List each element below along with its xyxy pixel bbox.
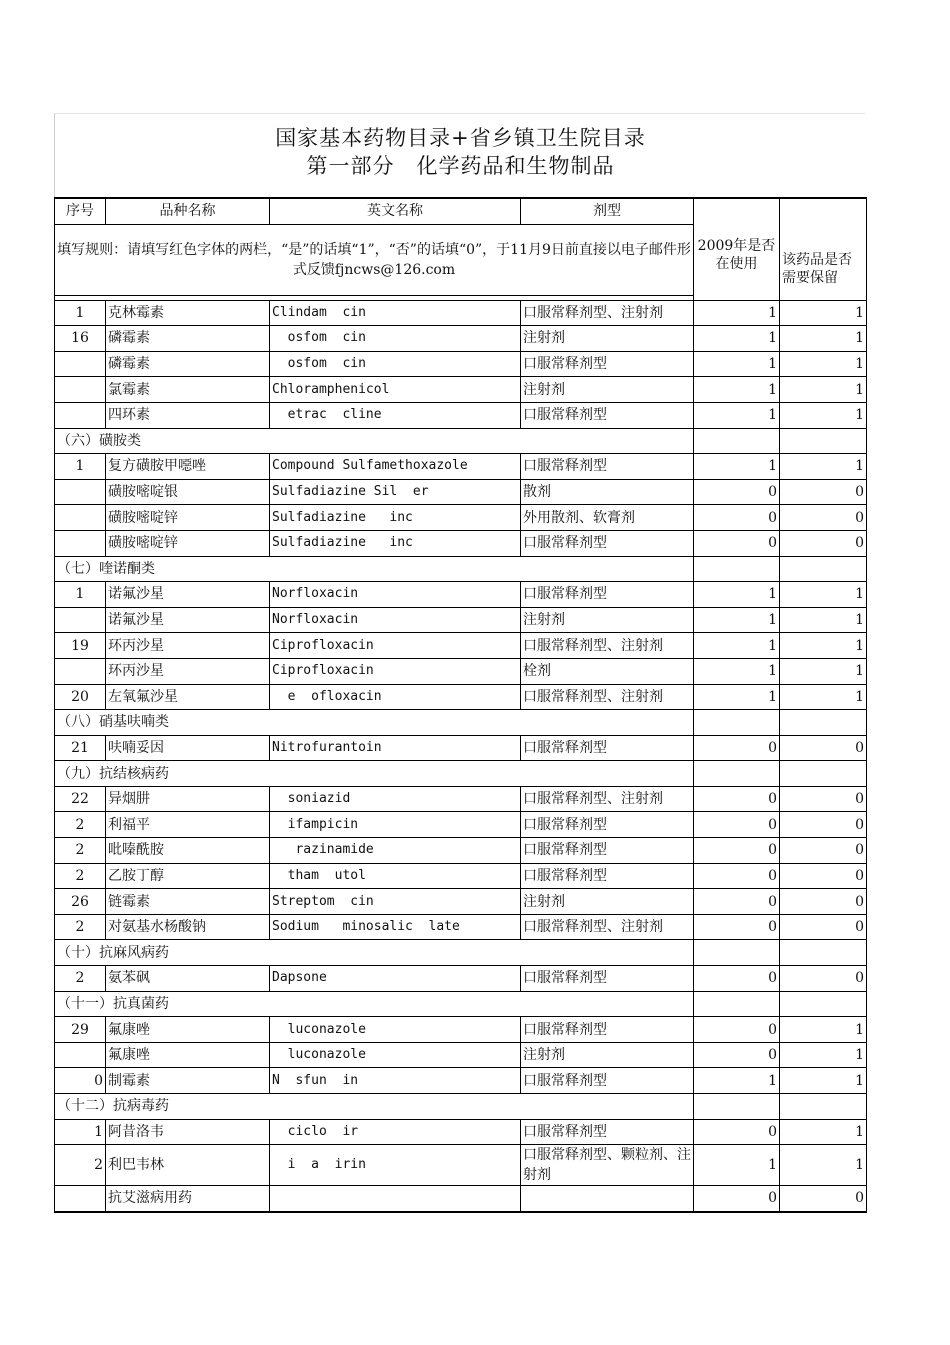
dosage-form-cell: 口服常释剂型 xyxy=(521,735,694,761)
used-2009-cell: 1 xyxy=(694,633,780,659)
used-2009-cell: 1 xyxy=(694,607,780,633)
used-2009-cell: 1 xyxy=(694,454,780,480)
keep-cell: 1 xyxy=(780,402,867,428)
drug-name-cell: 制霉素 xyxy=(106,1068,270,1094)
drug-row xyxy=(55,1119,867,1145)
drug-name-cell: 氯霉素 xyxy=(106,377,270,403)
dosage-form-cell: 口服常释剂型、注射剂 xyxy=(521,914,694,940)
header-seq: 序号 xyxy=(55,198,106,224)
category-row xyxy=(55,710,867,736)
drug-name-cell: 抗艾滋病用药 xyxy=(106,1186,270,1212)
used-2009-cell xyxy=(694,761,780,787)
used-2009-cell xyxy=(694,710,780,736)
drug-row xyxy=(55,1017,867,1043)
used-2009-cell: 1 xyxy=(694,351,780,377)
drug-row xyxy=(55,326,867,352)
used-2009-cell: 0 xyxy=(694,1119,780,1145)
english-name-cell: Sulfadiazine Sil er xyxy=(270,479,521,505)
drug-row xyxy=(55,1145,867,1186)
category-label: （九）抗结核病药 xyxy=(55,761,694,787)
dosage-form-cell: 口服常释剂型、颗粒剂、注射剂 xyxy=(521,1145,694,1186)
seq-cell: 1 xyxy=(55,300,106,326)
seq-cell: 1 xyxy=(55,1119,106,1145)
english-name-cell: Ciprofloxacin xyxy=(270,658,521,684)
seq-cell xyxy=(55,530,106,556)
used-2009-cell: 1 xyxy=(694,1145,780,1186)
drug-row xyxy=(55,454,867,480)
dosage-form-cell: 口服常释剂型 xyxy=(521,1068,694,1094)
keep-cell xyxy=(780,710,867,736)
seq-cell xyxy=(55,1186,106,1212)
keep-cell: 1 xyxy=(780,582,867,608)
seq-cell: 21 xyxy=(55,735,106,761)
english-name-cell: Nitrofurantoin xyxy=(270,735,521,761)
keep-cell xyxy=(780,1094,867,1120)
keep-cell: 0 xyxy=(780,1186,867,1212)
english-name-cell: N sfun in xyxy=(270,1068,521,1094)
dosage-form-cell: 口服常释剂型 xyxy=(521,863,694,889)
category-label: （十一）抗真菌药 xyxy=(55,991,694,1017)
fill-rule-text: 填写规则：请填写红色字体的两栏，“是”的话填“1”，“否”的话填“0”，于11月9日前直接以电子邮件形式反馈fjncws@126.com xyxy=(55,224,694,295)
drug-name-cell: 克林霉素 xyxy=(106,300,270,326)
used-2009-cell: 0 xyxy=(694,786,780,812)
header-english: 英文名称 xyxy=(270,198,521,224)
header-row xyxy=(55,198,867,224)
used-2009-cell: 0 xyxy=(694,889,780,915)
drug-name-cell: 呋喃妥因 xyxy=(106,735,270,761)
drug-row xyxy=(55,966,867,992)
seq-cell: 2 xyxy=(55,812,106,838)
drug-name-cell: 磺胺嘧啶银 xyxy=(106,479,270,505)
drug-row xyxy=(55,812,867,838)
used-2009-cell: 0 xyxy=(694,530,780,556)
dosage-form-cell: 口服常释剂型 xyxy=(521,454,694,480)
drug-name-cell: 环丙沙星 xyxy=(106,633,270,659)
seq-cell: 0 xyxy=(55,1068,106,1094)
drug-row xyxy=(55,838,867,864)
keep-cell xyxy=(780,761,867,787)
seq-cell: 19 xyxy=(55,633,106,659)
english-name-cell: razinamide xyxy=(270,838,521,864)
dosage-form-cell: 口服常释剂型 xyxy=(521,402,694,428)
keep-cell: 1 xyxy=(780,633,867,659)
drug-name-cell: 链霉素 xyxy=(106,889,270,915)
english-name-cell: soniazid xyxy=(270,786,521,812)
keep-cell: 1 xyxy=(780,658,867,684)
keep-cell: 0 xyxy=(780,966,867,992)
keep-cell xyxy=(780,991,867,1017)
drug-table xyxy=(54,197,867,1213)
used-2009-cell: 1 xyxy=(694,326,780,352)
drug-row xyxy=(55,300,867,326)
english-name-cell: luconazole xyxy=(270,1042,521,1068)
seq-cell xyxy=(55,505,106,531)
dosage-form-cell: 注射剂 xyxy=(521,377,694,403)
used-2009-cell: 0 xyxy=(694,1042,780,1068)
drug-name-cell: 氨苯砜 xyxy=(106,966,270,992)
english-name-cell: Norfloxacin xyxy=(270,607,521,633)
seq-cell xyxy=(55,607,106,633)
dosage-form-cell: 口服常释剂型 xyxy=(521,838,694,864)
dosage-form-cell: 注射剂 xyxy=(521,607,694,633)
seq-cell xyxy=(55,658,106,684)
category-row xyxy=(55,428,867,454)
seq-cell: 2 xyxy=(55,966,106,992)
dosage-form-cell: 口服常释剂型 xyxy=(521,1119,694,1145)
keep-cell: 1 xyxy=(780,351,867,377)
category-row xyxy=(55,1094,867,1120)
english-name-cell: Sodium minosalic late xyxy=(270,914,521,940)
drug-name-cell: 磷霉素 xyxy=(106,351,270,377)
drug-name-cell: 磺胺嘧啶锌 xyxy=(106,505,270,531)
keep-cell: 0 xyxy=(780,530,867,556)
dosage-form-cell: 口服常释剂型 xyxy=(521,530,694,556)
drug-name-cell: 左氧氟沙星 xyxy=(106,684,270,710)
category-label: （七）喹诺酮类 xyxy=(55,556,694,582)
category-label: （十）抗麻风病药 xyxy=(55,940,694,966)
drug-name-cell: 诺氟沙星 xyxy=(106,607,270,633)
used-2009-cell: 1 xyxy=(694,402,780,428)
keep-cell: 1 xyxy=(780,1017,867,1043)
dosage-form-cell: 口服常释剂型、注射剂 xyxy=(521,684,694,710)
used-2009-cell: 0 xyxy=(694,914,780,940)
drug-name-cell: 利福平 xyxy=(106,812,270,838)
seq-cell: 1 xyxy=(55,454,106,480)
keep-cell: 0 xyxy=(780,838,867,864)
english-name-cell xyxy=(270,1186,521,1212)
seq-cell: 2 xyxy=(55,914,106,940)
drug-name-cell: 四环素 xyxy=(106,402,270,428)
used-2009-cell: 1 xyxy=(694,684,780,710)
drug-name-cell: 氟康唑 xyxy=(106,1017,270,1043)
keep-cell: 1 xyxy=(780,300,867,326)
drug-row xyxy=(55,479,867,505)
used-2009-cell: 0 xyxy=(694,479,780,505)
keep-cell: 0 xyxy=(780,479,867,505)
seq-cell xyxy=(55,402,106,428)
drug-row xyxy=(55,1042,867,1068)
document-subtitle: 第一部分 化学药品和生物制品 xyxy=(306,154,615,178)
drug-name-cell: 对氨基水杨酸钠 xyxy=(106,914,270,940)
used-2009-cell: 0 xyxy=(694,505,780,531)
used-2009-cell: 1 xyxy=(694,377,780,403)
used-2009-cell xyxy=(694,428,780,454)
drug-name-cell: 磷霉素 xyxy=(106,326,270,352)
used-2009-cell xyxy=(694,940,780,966)
drug-row xyxy=(55,1186,867,1212)
drug-name-cell: 复方磺胺甲噁唑 xyxy=(106,454,270,480)
document-title: 国家基本药物目录+省乡镇卫生院目录 xyxy=(275,126,646,150)
english-name-cell: Compound Sulfamethoxazole xyxy=(270,454,521,480)
keep-cell: 1 xyxy=(780,607,867,633)
drug-name-cell: 诺氟沙星 xyxy=(106,582,270,608)
category-row xyxy=(55,940,867,966)
seq-cell: 1 xyxy=(55,582,106,608)
drug-row xyxy=(55,658,867,684)
dosage-form-cell: 口服常释剂型 xyxy=(521,582,694,608)
used-2009-cell: 1 xyxy=(694,658,780,684)
drug-row xyxy=(55,530,867,556)
keep-cell: 0 xyxy=(780,889,867,915)
dosage-form-cell: 注射剂 xyxy=(521,1042,694,1068)
english-name-cell: i a irin xyxy=(270,1145,521,1186)
used-2009-cell: 1 xyxy=(694,582,780,608)
used-2009-cell xyxy=(694,1094,780,1120)
drug-row xyxy=(55,786,867,812)
header-name: 品种名称 xyxy=(106,198,270,224)
used-2009-cell xyxy=(694,556,780,582)
keep-cell: 1 xyxy=(780,1119,867,1145)
category-label: （十二）抗病毒药 xyxy=(55,1094,694,1120)
english-name-cell: Norfloxacin xyxy=(270,582,521,608)
english-name-cell: tham utol xyxy=(270,863,521,889)
keep-cell: 1 xyxy=(780,1068,867,1094)
dosage-form-cell: 散剂 xyxy=(521,479,694,505)
english-name-cell: Ciprofloxacin xyxy=(270,633,521,659)
header-used-2009: 2009年是否在使用 xyxy=(694,198,780,300)
category-row xyxy=(55,556,867,582)
dosage-form-cell: 栓剂 xyxy=(521,658,694,684)
keep-cell: 1 xyxy=(780,684,867,710)
keep-cell: 1 xyxy=(780,1042,867,1068)
drug-name-cell: 磺胺嘧啶锌 xyxy=(106,530,270,556)
dosage-form-cell: 口服常释剂型 xyxy=(521,351,694,377)
seq-cell: 2 xyxy=(55,1145,106,1186)
dosage-form-cell: 注射剂 xyxy=(521,889,694,915)
drug-row xyxy=(55,351,867,377)
keep-cell: 0 xyxy=(780,914,867,940)
seq-cell: 20 xyxy=(55,684,106,710)
seq-cell: 16 xyxy=(55,326,106,352)
seq-cell: 26 xyxy=(55,889,106,915)
drug-name-cell: 吡嗪酰胺 xyxy=(106,838,270,864)
keep-cell xyxy=(780,428,867,454)
header-keep: 该药品是否需要保留 xyxy=(780,198,867,300)
dosage-form-cell: 口服常释剂型 xyxy=(521,812,694,838)
drug-row xyxy=(55,863,867,889)
used-2009-cell: 0 xyxy=(694,735,780,761)
keep-cell: 0 xyxy=(780,812,867,838)
seq-cell xyxy=(55,1042,106,1068)
used-2009-cell: 0 xyxy=(694,1186,780,1212)
english-name-cell: Chloramphenicol xyxy=(270,377,521,403)
dosage-form-cell: 口服常释剂型、注射剂 xyxy=(521,786,694,812)
drug-row xyxy=(55,914,867,940)
drug-row xyxy=(55,402,867,428)
keep-cell xyxy=(780,556,867,582)
keep-cell: 0 xyxy=(780,863,867,889)
english-name-cell: Streptom cin xyxy=(270,889,521,915)
seq-cell: 29 xyxy=(55,1017,106,1043)
english-name-cell: ifampicin xyxy=(270,812,521,838)
english-name-cell: ciclo ir xyxy=(270,1119,521,1145)
english-name-cell: Sulfadiazine inc xyxy=(270,505,521,531)
keep-cell: 1 xyxy=(780,454,867,480)
drug-name-cell: 环丙沙星 xyxy=(106,658,270,684)
english-name-cell: Dapsone xyxy=(270,966,521,992)
used-2009-cell: 0 xyxy=(694,1017,780,1043)
keep-cell: 1 xyxy=(780,377,867,403)
seq-cell xyxy=(55,377,106,403)
category-row xyxy=(55,991,867,1017)
drug-name-cell: 异烟肼 xyxy=(106,786,270,812)
category-row xyxy=(55,761,867,787)
english-name-cell: etrac cline xyxy=(270,402,521,428)
used-2009-cell: 1 xyxy=(694,1068,780,1094)
english-name-cell: e ofloxacin xyxy=(270,684,521,710)
english-name-cell: osfom cin xyxy=(270,326,521,352)
seq-cell: 2 xyxy=(55,863,106,889)
used-2009-cell: 1 xyxy=(694,300,780,326)
english-name-cell: Clindam cin xyxy=(270,300,521,326)
drug-row xyxy=(55,377,867,403)
seq-cell xyxy=(55,351,106,377)
dosage-form-cell: 注射剂 xyxy=(521,326,694,352)
category-label: （八）硝基呋喃类 xyxy=(55,710,694,736)
seq-cell xyxy=(55,479,106,505)
dosage-form-cell: 口服常释剂型 xyxy=(521,966,694,992)
english-name-cell: osfom cin xyxy=(270,351,521,377)
english-name-cell: luconazole xyxy=(270,1017,521,1043)
drug-row xyxy=(55,1068,867,1094)
dosage-form-cell: 口服常释剂型、注射剂 xyxy=(521,633,694,659)
seq-cell: 2 xyxy=(55,838,106,864)
drug-row xyxy=(55,582,867,608)
header-form: 剂型 xyxy=(521,198,694,224)
used-2009-cell: 0 xyxy=(694,863,780,889)
drug-row xyxy=(55,684,867,710)
keep-cell: 0 xyxy=(780,786,867,812)
keep-cell xyxy=(780,940,867,966)
title-block xyxy=(54,113,866,197)
spreadsheet xyxy=(54,113,866,1213)
drug-row xyxy=(55,633,867,659)
dosage-form-cell: 口服常释剂型、注射剂 xyxy=(521,300,694,326)
drug-name-cell: 乙胺丁醇 xyxy=(106,863,270,889)
keep-cell: 0 xyxy=(780,505,867,531)
used-2009-cell: 0 xyxy=(694,838,780,864)
english-name-cell: Sulfadiazine inc xyxy=(270,530,521,556)
keep-cell: 1 xyxy=(780,326,867,352)
drug-name-cell: 利巴韦林 xyxy=(106,1145,270,1186)
drug-name-cell: 阿昔洛韦 xyxy=(106,1119,270,1145)
drug-name-cell: 氟康唑 xyxy=(106,1042,270,1068)
used-2009-cell: 0 xyxy=(694,966,780,992)
keep-cell: 1 xyxy=(780,1145,867,1186)
used-2009-cell xyxy=(694,991,780,1017)
category-label: （六）磺胺类 xyxy=(55,428,694,454)
drug-row xyxy=(55,607,867,633)
drug-row xyxy=(55,735,867,761)
seq-cell: 22 xyxy=(55,786,106,812)
used-2009-cell: 0 xyxy=(694,812,780,838)
drug-row xyxy=(55,889,867,915)
dosage-form-cell xyxy=(521,1186,694,1212)
drug-row xyxy=(55,505,867,531)
keep-cell: 0 xyxy=(780,735,867,761)
dosage-form-cell: 外用散剂、软膏剂 xyxy=(521,505,694,531)
dosage-form-cell: 口服常释剂型 xyxy=(521,1017,694,1043)
